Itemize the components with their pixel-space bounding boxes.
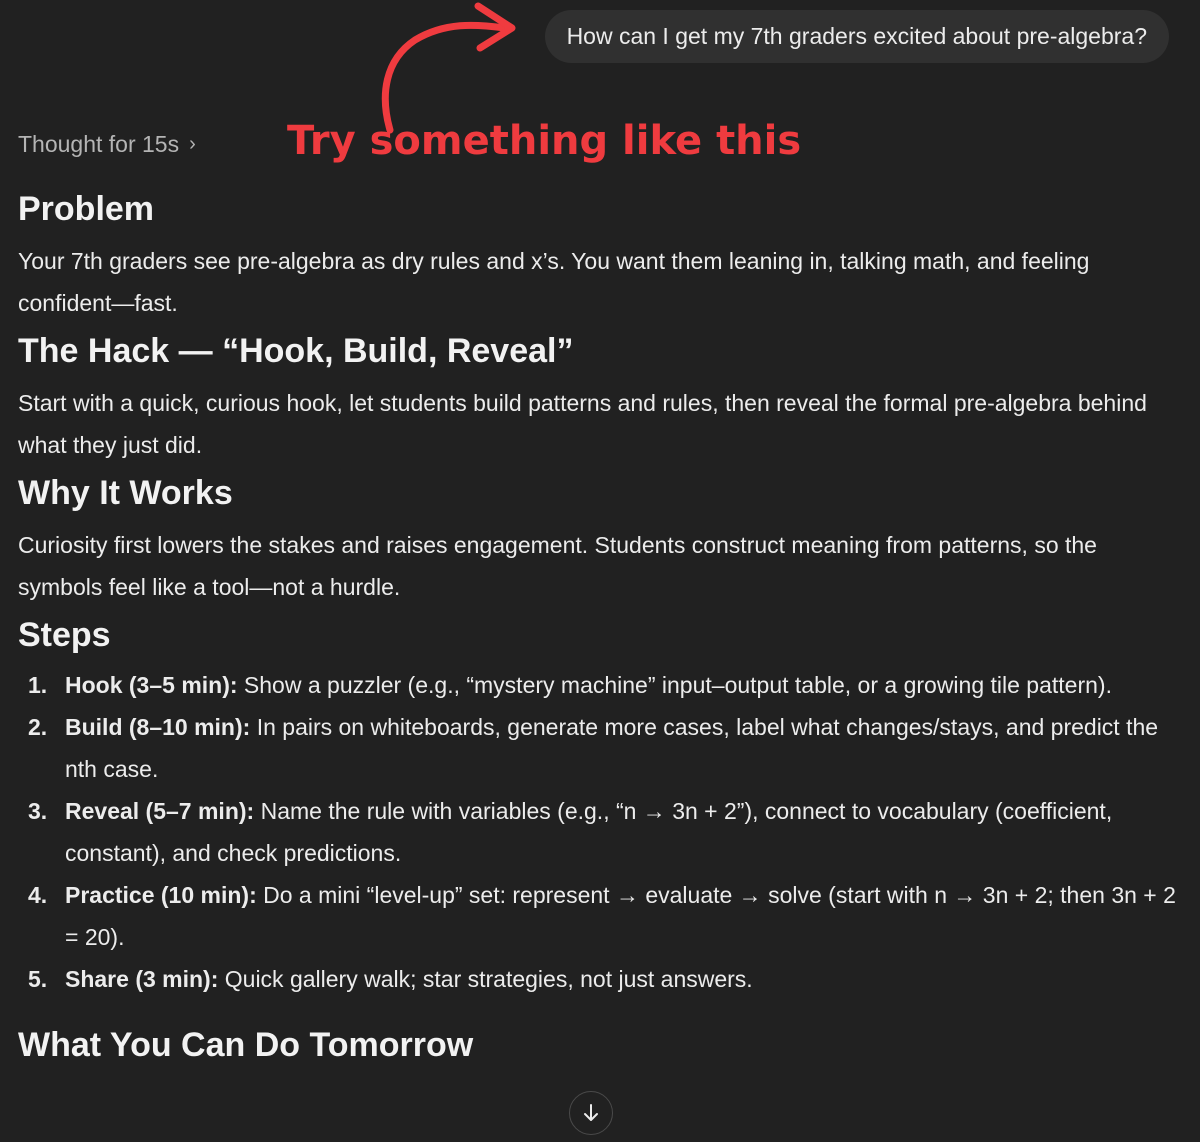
step-lead: Share (3 min): [65, 966, 219, 992]
list-item [18, 664, 1178, 706]
user-message-bubble [545, 10, 1169, 63]
step-lead: Hook (3–5 min): [65, 672, 238, 698]
step-number: 1. [28, 672, 48, 698]
step-number: 3. [28, 798, 48, 824]
user-message-text: How can I get my 7th graders excited about pre-algebra? [566, 23, 1147, 49]
arrow-down-icon [580, 1102, 602, 1124]
paragraph-why: Curiosity first lowers the stakes and raises engagement. Students construct meaning from patterns, so the symbols feel like a tool—not a hurdle. [18, 532, 1097, 600]
steps-list [18, 664, 1178, 1000]
step-text: Show a puzzler (e.g., “mystery machine” input–output table, or a growing tile pattern). [237, 672, 1112, 698]
step-lead: Practice (10 min): [65, 882, 257, 908]
assistant-response [18, 186, 1178, 1068]
list-item [18, 874, 1178, 958]
heading-problem: Problem [18, 190, 155, 228]
step-number: 2. [28, 714, 48, 740]
list-item [18, 790, 1178, 874]
heading-tomorrow: What You Can Do Tomorrow [18, 1026, 474, 1064]
annotation-text: Try something like this [287, 118, 802, 164]
step-text: In pairs on whiteboards, generate more cases, label what changes/stays, and predict the nth case. [65, 714, 1159, 782]
thought-toggle[interactable] [18, 131, 196, 158]
step-text: Quick gallery walk; star strategies, not just answers. [218, 966, 753, 992]
heading-hack: The Hack — “Hook, Build, Reveal” [18, 332, 574, 370]
step-lead: Reveal (5–7 min): [65, 798, 255, 824]
step-number: 4. [28, 882, 48, 908]
step-lead: Build (8–10 min): [65, 714, 251, 740]
step-text: Name the rule with variables (e.g., “n → 3n + 2”), connect to vocabulary (coefficient, constant), and check predictions. [65, 798, 1113, 866]
step-text: Do a mini “level-up” set: represent → evaluate → solve (start with n → 3n + 2; then 3n + 2 = 20). [65, 882, 1176, 950]
step-number: 5. [28, 966, 48, 992]
heading-why: Why It Works [18, 474, 233, 512]
list-item [18, 958, 1178, 1000]
paragraph-hack: Start with a quick, curious hook, let students build patterns and rules, then reveal the formal pre-algebra behind what they just did. [18, 390, 1147, 458]
paragraph-problem: Your 7th graders see pre-algebra as dry rules and x’s. You want them leaning in, talking math, and feeling confident—fast. [18, 248, 1090, 316]
heading-steps: Steps [18, 616, 111, 654]
list-item [18, 706, 1178, 790]
scroll-down-button[interactable] [569, 1091, 613, 1135]
chevron-right-icon: › [189, 133, 196, 155]
thought-label: Thought for 15s [18, 131, 180, 157]
